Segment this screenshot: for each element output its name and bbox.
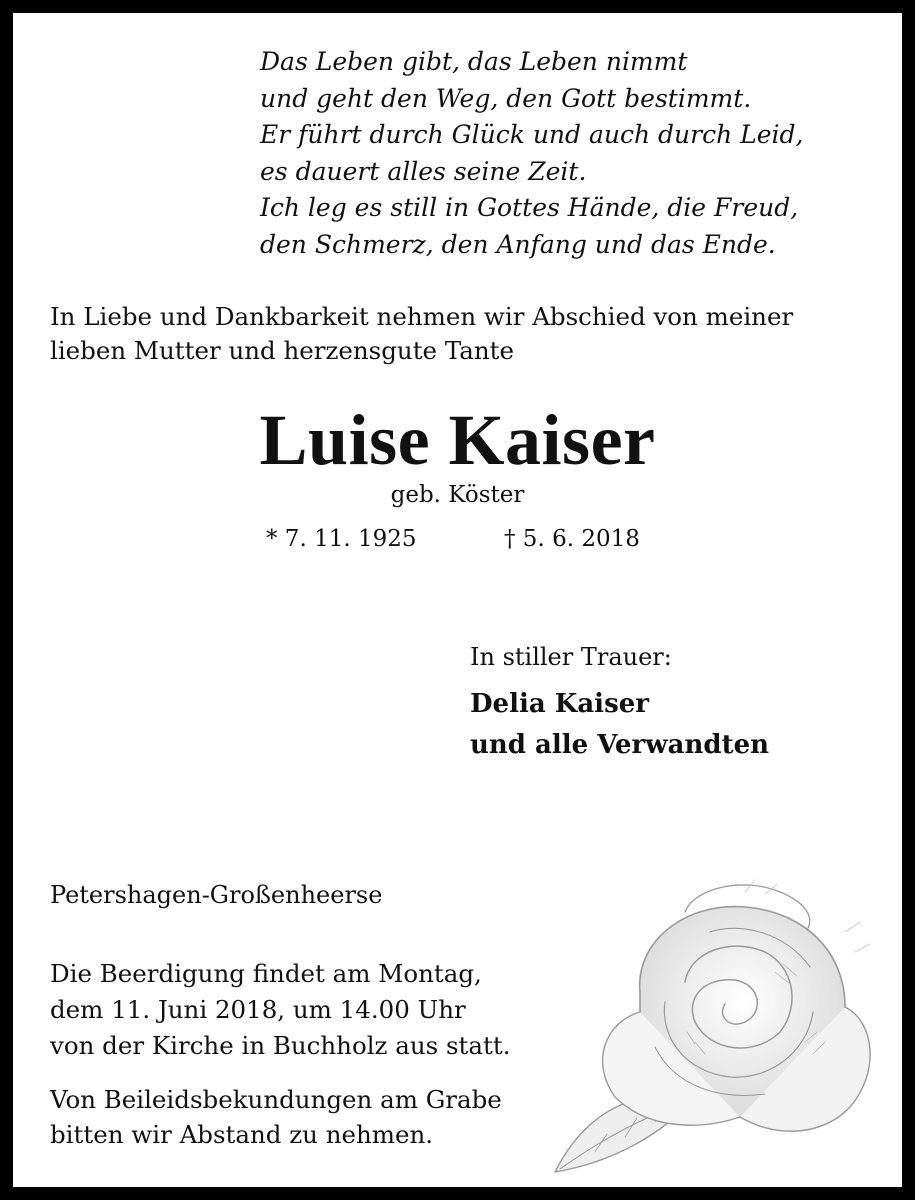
mourner-name: Delia Kaiser [470,689,649,719]
intro-text [50,300,880,368]
condolence-line: Von Beileidsbekundungen am Grabe [50,1085,502,1114]
funeral-line: Die Beerdigung findet am Montag, [50,959,482,988]
rose-illustration [545,872,890,1187]
intro-line: lieben Mutter und herzensgute Tante [50,336,515,365]
death-date: † 5. 6. 2018 [504,526,640,552]
poem-line: es dauert alles seine Zeit. [260,156,587,186]
intro-line: In Liebe und Dankbarkeit nehmen wir Abschied von meiner [50,302,794,331]
birth-date: * 7. 11. 1925 [266,526,417,552]
place-name: Petershagen-Großenheerse [50,881,383,909]
deceased-name: Luise Kaiser [259,400,656,480]
poem-line: den Schmerz, den Anfang und das Ende. [260,229,776,259]
poem-line: Das Leben gibt, das Leben nimmt [260,47,688,76]
maiden-name: geb. Köster [390,482,525,508]
condolence-notice [50,1082,502,1152]
poem [260,44,803,263]
poem-line: Er führt durch Glück und auch durch Leid, [260,120,804,149]
mourner-name: und alle Verwandten [470,730,770,760]
life-dates [0,522,915,556]
funeral-notice [50,956,510,1064]
poem-line: Ich leg es still in Gottes Hände, die Freud, [260,193,799,222]
mourners [470,684,769,766]
poem-line: und geht den Weg, den Gott bestimmt. [260,83,752,113]
funeral-line: von der Kirche in Buchholz aus statt. [50,1031,511,1060]
condolence-line: bitten wir Abstand zu nehmen. [50,1120,434,1149]
funeral-line: dem 11. Juni 2018, um 14.00 Uhr [50,995,466,1024]
mourning-label: In stiller Trauer: [470,643,672,671]
